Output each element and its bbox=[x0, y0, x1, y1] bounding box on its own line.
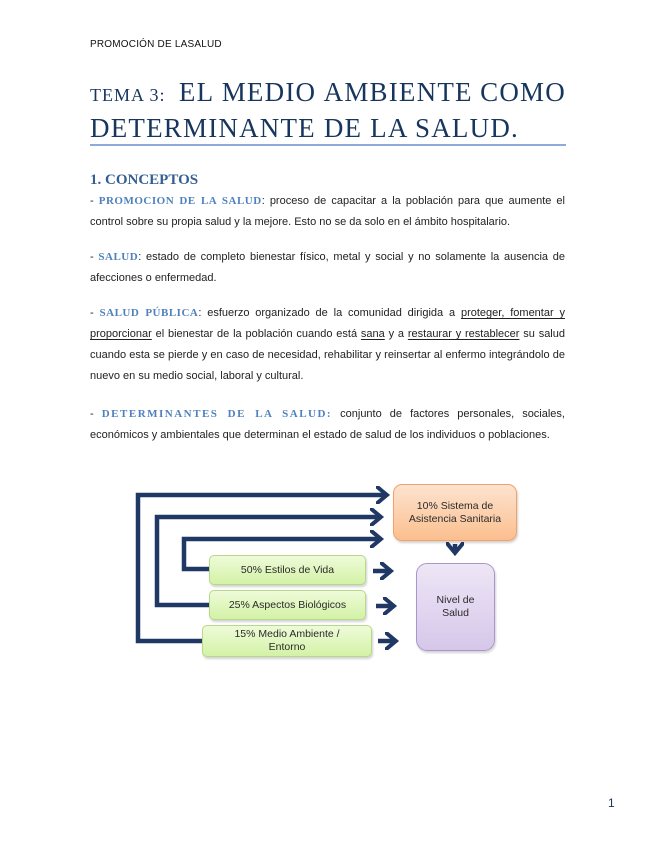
dash: - bbox=[90, 195, 99, 207]
definition-text: su salud cuando esta se pierde y en caso de necesidad, rehabilitar y reinsertar al enfermo integrándolo de nuevo en su medio social, laboral y cultural. bbox=[90, 328, 565, 382]
title-word: AMBIENTE bbox=[323, 77, 473, 107]
box-sistema-sanitario bbox=[393, 484, 517, 541]
box-label: 10% Sistema de Asistencia Sanitaria bbox=[408, 499, 502, 525]
box-nivel-salud bbox=[416, 563, 495, 651]
title-prefix: TEMA 3: bbox=[90, 85, 166, 105]
box-estilos-vida bbox=[209, 555, 366, 585]
term-salud: SALUD bbox=[98, 251, 139, 263]
title-line-2: DETERMINANTE DE LA SALUD. bbox=[90, 113, 519, 143]
definition-text: y a bbox=[384, 328, 408, 340]
term-determinantes: DETERMINANTES DE LA SALUD: bbox=[101, 408, 333, 420]
term-salud-publica: SALUD PÚBLICA bbox=[99, 307, 199, 319]
definition-text: : proceso de capacitar a la población para que aumente el control sobre su propia salud y la mejore. Esto no se da solo en el ámbito hospitalario. bbox=[90, 195, 565, 228]
underlined-text: restaurar y restablecer bbox=[407, 328, 520, 340]
dash: - bbox=[90, 408, 102, 420]
page-number: 1 bbox=[608, 796, 615, 810]
underlined-text: sana bbox=[360, 328, 385, 340]
definition-text: conjunto de factores personales, sociales, económicos y ambientales que determinan el estado de salud de los individuos o poblaciones. bbox=[90, 408, 565, 441]
title-word: COMO bbox=[480, 77, 566, 107]
box-label: 15% Medio Ambiente / Entorno bbox=[234, 628, 340, 653]
paragraph-salud bbox=[90, 247, 565, 289]
page-title bbox=[90, 76, 566, 145]
dash: - bbox=[90, 307, 100, 319]
box-aspectos-biologicos bbox=[209, 590, 366, 620]
dash: - bbox=[90, 251, 99, 263]
box-label: 50% Estilos de Vida bbox=[240, 563, 335, 576]
definition-text: el bienestar de la población cuando está bbox=[151, 328, 361, 340]
paragraph-salud-publica bbox=[90, 303, 565, 387]
section-heading: 1. CONCEPTOS bbox=[90, 172, 199, 188]
title-underline-divider bbox=[90, 144, 566, 146]
box-label: 25% Aspectos Biológicos bbox=[228, 598, 347, 611]
title-word: EL bbox=[178, 77, 215, 107]
term-promocion: PROMOCION DE LA SALUD bbox=[98, 195, 262, 207]
underlined-text: proteger, fomentar y proporcionar bbox=[90, 307, 565, 340]
definition-text: : estado de completo bienestar físico, metal y social y no solamente la ausencia de afecciones o enfermedad. bbox=[90, 251, 565, 284]
paragraph-promocion bbox=[90, 191, 565, 233]
box-medio-ambiente bbox=[202, 625, 372, 657]
running-header: PROMOCIÓN DE LASALUD bbox=[90, 39, 222, 50]
definition-text: : esfuerzo organizado de la comunidad dirigida a bbox=[198, 307, 461, 319]
box-label: Nivel de Salud bbox=[436, 594, 475, 619]
title-word: MEDIO bbox=[221, 77, 317, 107]
paragraph-determinantes bbox=[90, 404, 565, 446]
